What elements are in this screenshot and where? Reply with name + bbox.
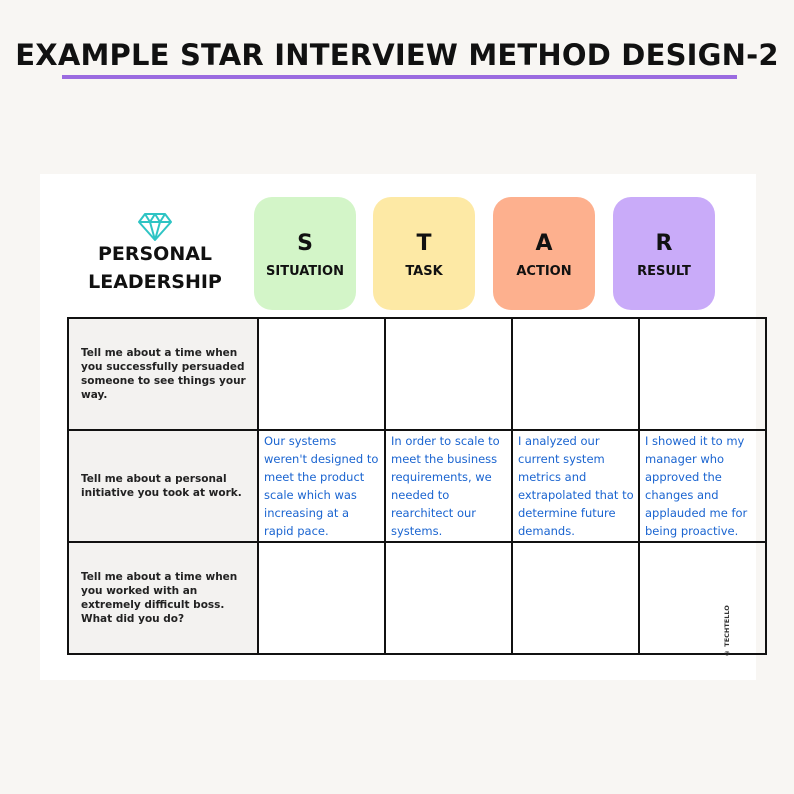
action-answer-cell[interactable] [512,542,639,654]
result-letter: R [655,231,673,256]
star-table [67,317,767,655]
result-label: RESULT [637,264,691,279]
action-answer-cell[interactable]: I analyzed our current system metrics and extrapolated that to determine future demands. [512,430,639,542]
task-letter: T [416,231,432,256]
diamond-icon [137,212,173,242]
situation-label: SITUATION [266,264,344,279]
task-label: TASK [405,264,443,279]
result-answer-cell[interactable] [639,542,766,654]
situation-answer-cell[interactable]: Our systems weren't designed to meet the product scale which was increasing at a rapid pace. [258,430,385,542]
situation-answer-cell[interactable] [258,318,385,430]
situation-letter: S [297,231,313,256]
table-row [68,542,766,654]
table-row [68,318,766,430]
section-heading: PERSONAL LEADERSHIP [88,243,222,293]
result-answer-cell[interactable]: I showed it to my manager who approved the changes and applauded me for being proactive. [639,430,766,542]
action-label: ACTION [516,264,572,279]
task-tile [373,197,475,310]
action-tile [493,197,595,310]
situation-answer-cell[interactable] [258,542,385,654]
watermark: © TECHTELLO [723,605,731,657]
question-cell: Tell me about a personal initiative you took at work. [68,430,258,542]
title-underline [62,75,737,79]
action-letter: A [535,231,553,256]
result-answer-cell[interactable] [639,318,766,430]
task-answer-cell[interactable] [385,318,512,430]
task-answer-cell[interactable]: In order to scale to meet the business requirements, we needed to rearchitect our systems. [385,430,512,542]
question-cell: Tell me about a time when you successfully persuaded someone to see things your way. [68,318,258,430]
table-row [68,430,766,542]
result-tile [613,197,715,310]
task-answer-cell[interactable] [385,542,512,654]
action-answer-cell[interactable] [512,318,639,430]
situation-tile [254,197,356,310]
question-cell: Tell me about a time when you worked with an extremely difficult boss. What did you do? [68,542,258,654]
page-title: EXAMPLE STAR INTERVIEW METHOD DESIGN-2 [15,38,779,72]
